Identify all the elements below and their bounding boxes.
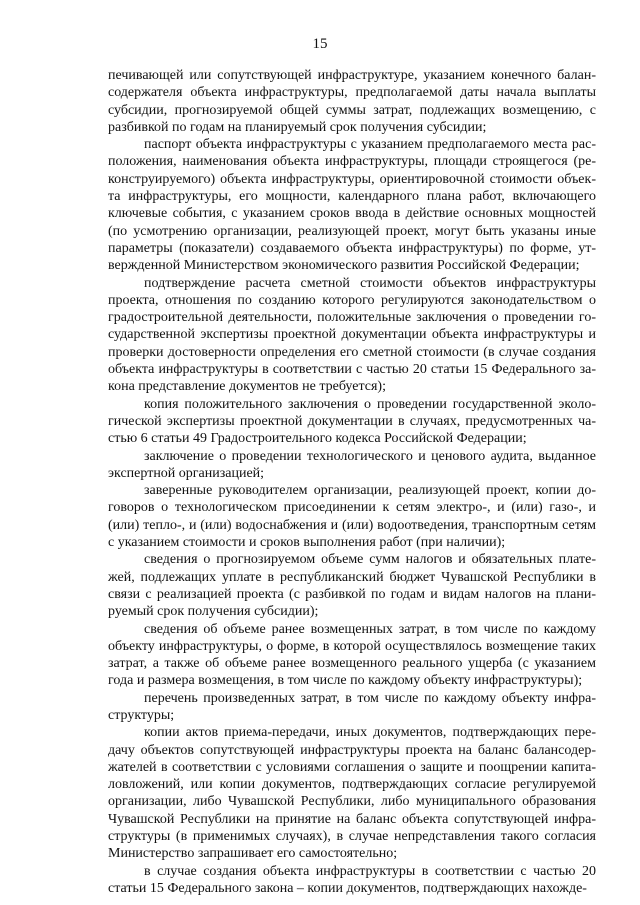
page-number: 15: [312, 36, 328, 52]
paragraph-connection-contracts: заверенные руководителем организации, реализующей проект, копии договоров о технологическом присоединении к сетям электро-, и (или) газо-, и (или) тепло-, и (или) водоснабжения и (или) водоотведения, транспортным сетям с указанием стоимости и сроков выполнения работ (при наличии);: [108, 483, 596, 551]
paragraph-estimate-confirmation: подтверждение расчета сметной стоимости объектов инфраструктуры проекта, отношения по созданию которого регулируются законодательством о градостроительной деятельности, положительные заключения о проведении государственной экспертизы проектной документации объекта инфраструктуры и проверки достоверности определения его сметной стоимости (в случае создания объекта инфраструктуры в соответствии с частью 20 статьи 15 Федерального закона представление документов не требуется);: [108, 275, 596, 395]
paragraph-infrastructure-passport: паспорт объекта инфраструктуры с указанием предполагаемого места расположения, наименования объекта инфраструктуры, площади строящегося (реконструируемого) объекта инфраструктуры, ориентировочной стоимости объекта инфраструктуры, его мощности, календарного плана работ, включающего ключевые события, с указанием сроков ввода в действие основных мощностей (по усмотрению организации, реализующей проект, могут быть указаны иные параметры (показатели) создаваемого объекта инфраструктуры) по форме, утвержденной Министерством экономического развития Российской Федерации;: [108, 137, 596, 274]
paragraph-continuation: печивающей или сопутствующей инфраструктуре, указанием конечного балансодержателя объекта инфраструктуры, предполагаемой даты начала выплаты субсидии, прогнозируемой общей суммы затрат, подлежащих возмещению, с разбивкой по годам на планируемый срок получения субсидии;: [108, 68, 596, 135]
paragraph-article-15-case: в случае создания объекта инфраструктуры в соответствии с частью 20 статьи 15 Федерального закона – копии документов, подтверждающих нахожде-: [108, 863, 596, 896]
paragraph-transfer-acts: копии актов приема-передачи, иных документов, подтверждающих передачу объектов сопутствующей инфраструктуры проекта на баланс балансодержателей в соответствии с условиями соглашения о защите и поощрении капиталовложений, или копии документов, подтверждающих согласие регулируемой организации, либо Чувашской Республики, либо муниципального образования Чувашской Республики на принятие на баланс объекта сопутствующей инфраструктуры (в применимых случаях), в случае непредставления такого согласия Министерство запрашивает его самостоятельно;: [108, 725, 596, 862]
paragraph-technology-audit: заключение о проведении технологического и ценового аудита, выданное экспертной организацией;: [108, 448, 596, 481]
paragraph-costs-list: перечень произведенных затрат, в том числе по каждому объекту инфраструктуры;: [108, 690, 596, 723]
paragraph-ecological-expertise: копия положительного заключения о проведении государственной экологической экспертизы проектной документации в случаях, предусмотренных частью 6 статьи 49 Градостроительного кодекса Российской Федерации;: [108, 396, 596, 447]
paragraph-reimbursed-costs: сведения об объеме ранее возмещенных затрат, в том числе по каждому объекту инфраструктуры, о форме, в которой осуществлялось возмещение таких затрат, а также об объеме ранее возмещенного реального ущерба (с указанием года и размера возмещения, в том числе по каждому объекту инфраструктуры);: [108, 621, 596, 689]
paragraph-tax-forecast: сведения о прогнозируемом объеме сумм налогов и обязательных платежей, подлежащих уплате в республиканский бюджет Чувашской Республики в связи с реализацией проекта (с разбивкой по годам и видам налогов на планируемый срок получения субсидии);: [108, 552, 596, 620]
document-body: [108, 67, 596, 897]
